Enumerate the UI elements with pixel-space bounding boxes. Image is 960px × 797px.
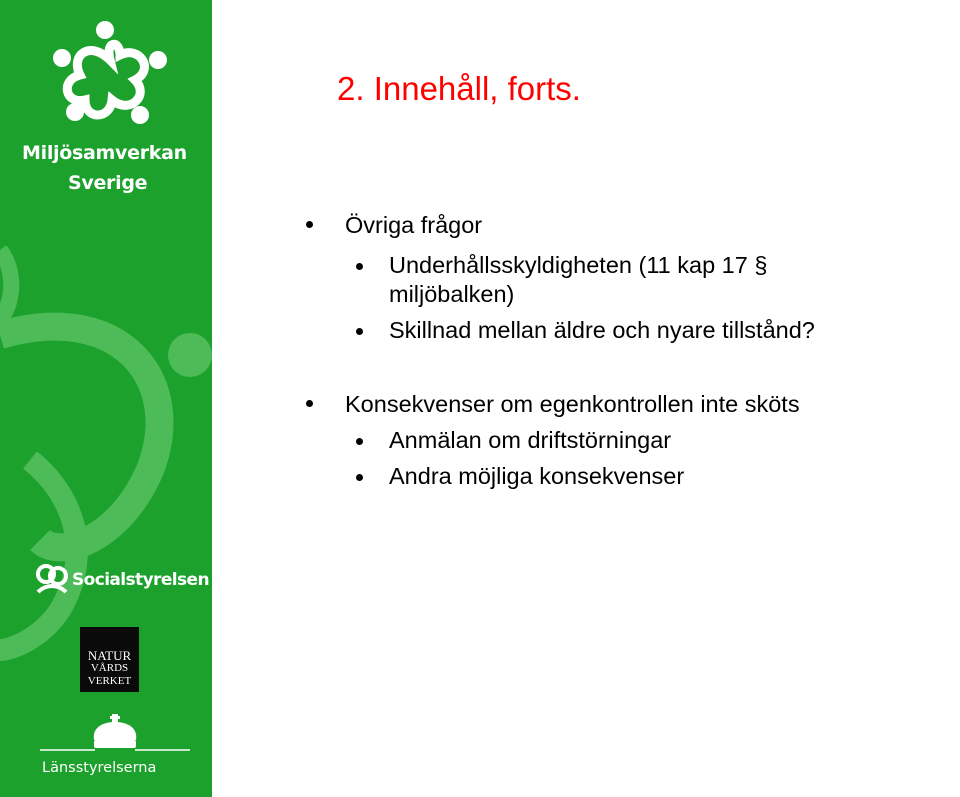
sidebar [0,0,212,797]
bullet-dot [306,400,313,407]
socialstyrelsen-label: Socialstyrelsen [72,570,209,590]
nv-line2: VÅRDS [90,662,129,674]
socialstyrelsen-logo [34,562,209,602]
bullet-dot [306,221,313,228]
brand-line2: Sverige [68,172,148,194]
bullet-dot [356,438,363,445]
naturvardsverket-logo [80,627,139,692]
bullet-dot [356,474,363,481]
section-heading-2: Konsekvenser om egenkontrollen inte sköts [345,391,800,417]
list-item: Andra möjliga konsekvenser [389,463,685,489]
socialstyrelsen-icon [34,562,70,598]
bullet-dot [356,328,363,335]
lansstyrelserna-label: Länsstyrelserna [42,760,157,776]
nv-line3: VERKET [87,675,132,687]
nv-line1: NATUR [87,648,132,663]
brand-line1: Miljösamverkan [22,142,187,164]
slide-title: 2. Innehåll, forts. [337,70,581,107]
list-item: Skillnad mellan äldre och nyare tillstånd? [389,317,815,343]
flower-logo-icon [0,0,212,135]
list-item: Underhållsskyldigheten (11 kap 17 § [389,252,768,278]
bullet-dot [356,263,363,270]
list-item: Anmälan om driftstörningar [389,427,672,453]
brand-name [22,138,187,198]
section-heading-1: Övriga frågor [345,212,483,238]
list-item-continued: miljöbalken) [389,281,515,307]
